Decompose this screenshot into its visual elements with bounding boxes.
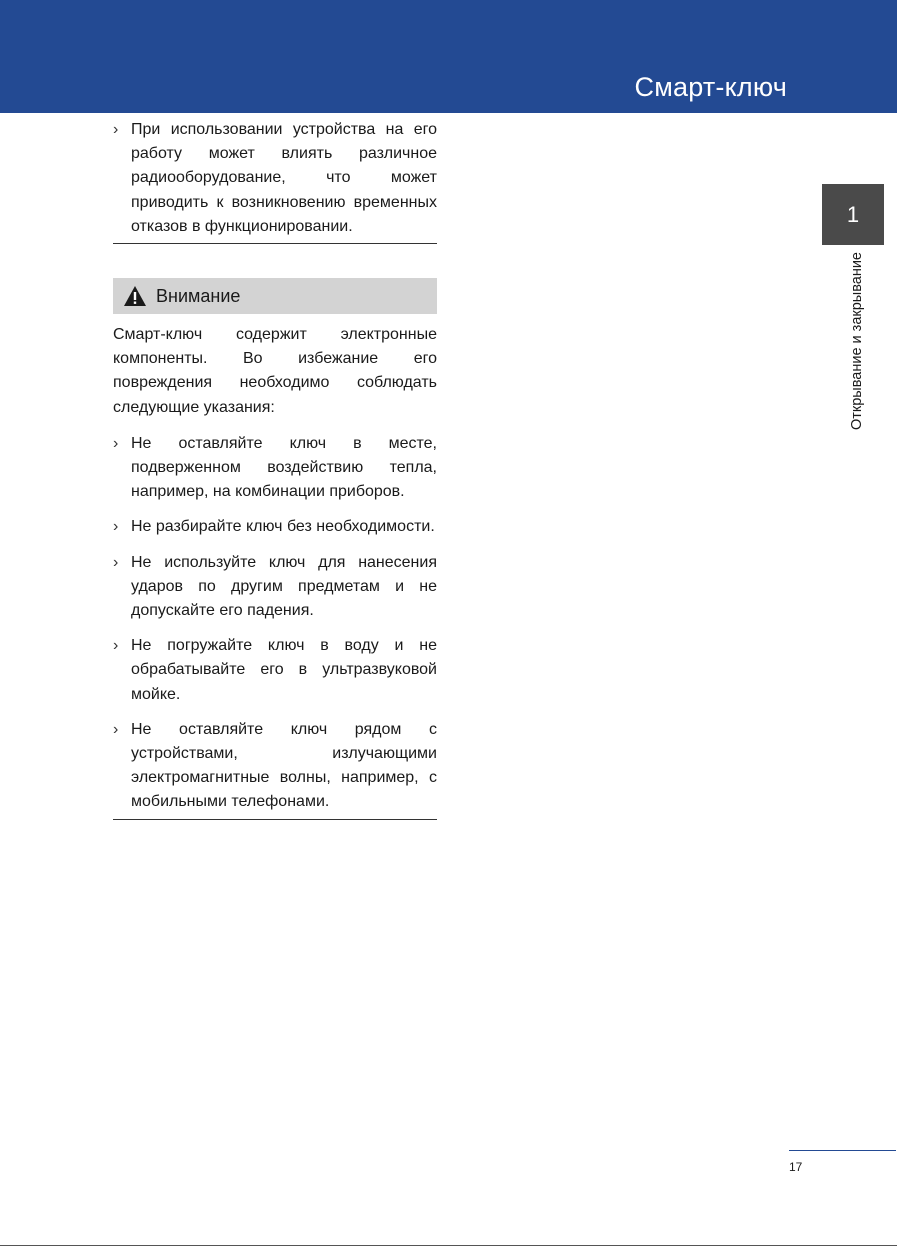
- chevron-right-icon: ›: [113, 553, 119, 571]
- caution-title: Внимание: [156, 285, 241, 306]
- chevron-right-icon: ›: [113, 720, 119, 738]
- chevron-right-icon: ›: [113, 434, 119, 452]
- page-bottom-border: [0, 1245, 897, 1246]
- list-item-text: Не оставляйте ключ в месте, подверженном воздействию тепла, например, на комбинации приборов.: [131, 434, 437, 501]
- section-divider: [113, 243, 437, 244]
- chapter-number: 1: [822, 184, 884, 245]
- page-number: 17: [789, 1160, 803, 1174]
- content-column: [113, 118, 437, 820]
- list-item: [113, 432, 437, 505]
- list-item: [113, 634, 437, 707]
- list-item-text: При использовании устройства на его работу может влиять различное радиооборудование, что может приводить к возникновению временных отказов в функционировании.: [131, 121, 437, 235]
- caution-heading: [113, 278, 437, 314]
- list-item-text: Не разбирайте ключ без необходимости.: [131, 518, 435, 536]
- section-divider: [113, 819, 437, 820]
- list-item: [113, 551, 437, 624]
- top-bullet-list: [113, 118, 437, 239]
- caution-bullet-list: [113, 432, 437, 815]
- list-item: [113, 718, 437, 815]
- list-item-text: Не погружайте ключ в воду и не обрабатывайте его в ультразвуковой мойке.: [131, 637, 437, 703]
- list-item-text: Не оставляйте ключ рядом с устройствами, излучающими электромагнитные волны, например, с мобильными телефонами.: [131, 720, 437, 811]
- chevron-right-icon: ›: [113, 518, 119, 536]
- chevron-right-icon: ›: [113, 637, 119, 655]
- list-item: [113, 118, 437, 239]
- list-item-text: Не используйте ключ для нанесения ударов по другим предметам и не допускайте его падения.: [131, 553, 437, 620]
- page-title: Смарт-ключ: [634, 72, 787, 102]
- chapter-title: Открывание и закрывание: [849, 252, 865, 431]
- caution-intro: Смарт-ключ содержит электронные компоненты. Во избежание его повреждения необходимо соблюдать следующие указания:: [113, 326, 437, 416]
- chevron-right-icon: ›: [113, 121, 119, 138]
- footer-divider: [789, 1150, 896, 1151]
- warning-triangle-icon: [123, 285, 147, 307]
- list-item: [113, 515, 437, 539]
